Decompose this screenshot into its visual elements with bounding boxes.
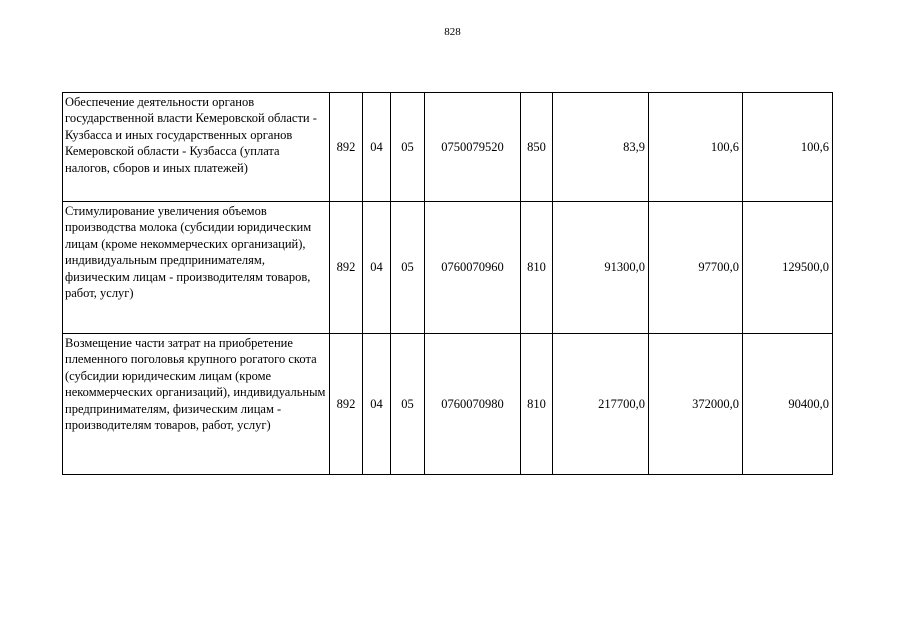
target-article-code: 0760070980 <box>425 334 521 475</box>
amount-year-2: 100,6 <box>649 93 743 202</box>
target-article-code: 0760070960 <box>425 202 521 334</box>
table-row <box>63 202 833 334</box>
budget-table <box>62 92 833 475</box>
expense-type-code: 810 <box>521 202 553 334</box>
amount-year-3: 129500,0 <box>743 202 833 334</box>
table-row <box>63 93 833 202</box>
ministry-code: 892 <box>330 334 363 475</box>
amount-year-2: 97700,0 <box>649 202 743 334</box>
expense-type-code: 850 <box>521 93 553 202</box>
amount-year-1: 217700,0 <box>553 334 649 475</box>
ministry-code: 892 <box>330 202 363 334</box>
subsection-code: 05 <box>391 93 425 202</box>
target-article-code: 0750079520 <box>425 93 521 202</box>
amount-year-3: 100,6 <box>743 93 833 202</box>
amount-year-1: 91300,0 <box>553 202 649 334</box>
row-description: Обеспечение деятельности органов государственной власти Кемеровской области - Кузбасса и иных государственных органов Кемеровской области - Кузбасса (уплата налогов, сборов и иных платежей) <box>63 93 330 202</box>
amount-year-1: 83,9 <box>553 93 649 202</box>
row-description: Возмещение части затрат на приобретение племенного поголовья крупного рогатого скота (субсидии юридическим лицам (кроме некоммерческих организаций), индивидуальным предпринимателям, физическим лицам - производителям товаров, работ, услуг) <box>63 334 330 475</box>
subsection-code: 05 <box>391 202 425 334</box>
amount-year-2: 372000,0 <box>649 334 743 475</box>
expense-type-code: 810 <box>521 334 553 475</box>
row-description: Стимулирование увеличения объемов производства молока (субсидии юридическим лицам (кроме некоммерческих организаций), индивидуальным предпринимателям, физическим лицам - производителям товаров, работ, услуг) <box>63 202 330 334</box>
ministry-code: 892 <box>330 93 363 202</box>
table-row <box>63 334 833 475</box>
section-code: 04 <box>363 93 391 202</box>
section-code: 04 <box>363 334 391 475</box>
section-code: 04 <box>363 202 391 334</box>
amount-year-3: 90400,0 <box>743 334 833 475</box>
page-number: 828 <box>444 26 461 38</box>
subsection-code: 05 <box>391 334 425 475</box>
